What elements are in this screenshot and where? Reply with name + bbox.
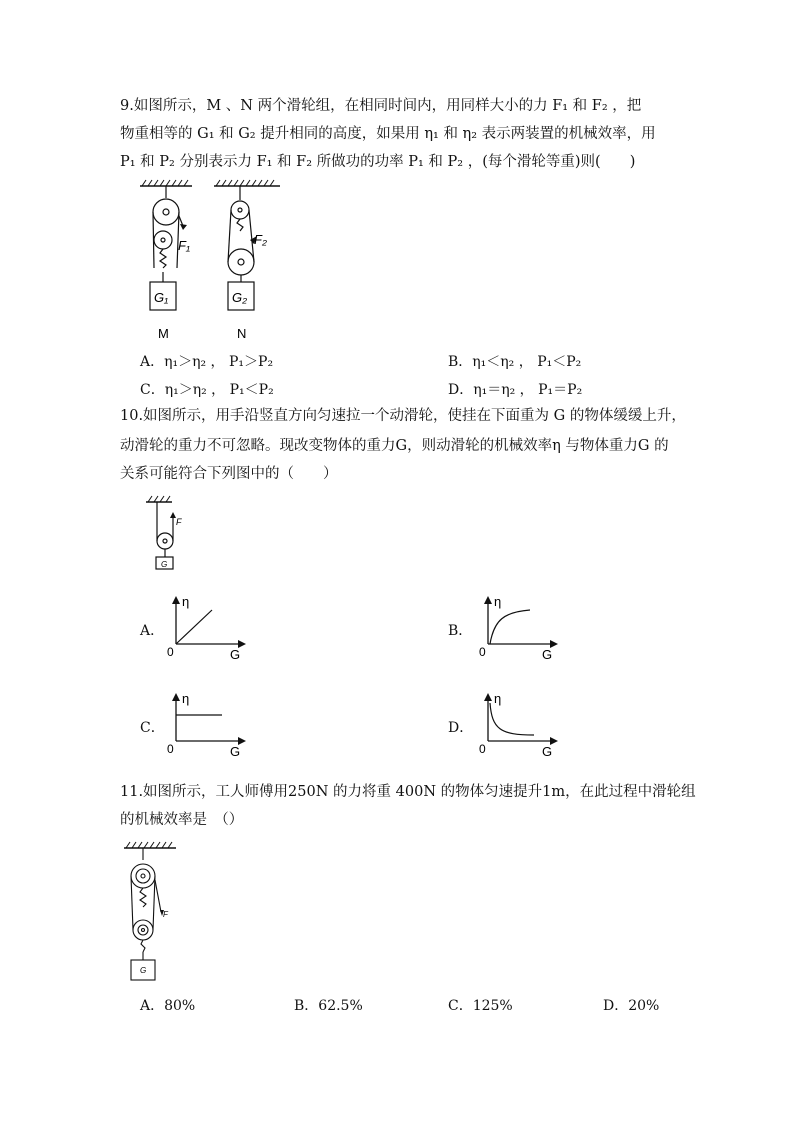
- q11-stem-line-2: 的机械效率是 （）: [120, 812, 244, 828]
- arrow-icon-f1: [180, 224, 187, 230]
- q11-option-b[interactable]: B．62.5%: [294, 998, 363, 1014]
- q10-graph-d[interactable]: [478, 689, 562, 757]
- q9-option-a[interactable]: A．η₁＞η₂ ， P₁＞P₂: [140, 354, 274, 370]
- graph-a-x-label: G: [230, 647, 241, 660]
- y-axis-arrow-icon: [484, 596, 492, 604]
- movable-pulley: [156, 502, 173, 569]
- q11-option-d[interactable]: D．20%: [603, 998, 660, 1014]
- q11-force-label: F: [163, 910, 168, 919]
- q11-option-a[interactable]: A．80%: [140, 998, 196, 1014]
- q10-force-label: F: [176, 517, 182, 527]
- graph-a-curve: [176, 610, 212, 644]
- q10-option-b-label[interactable]: B．: [448, 623, 473, 639]
- q9-right-weight-label: G₂: [232, 290, 248, 305]
- q9-option-d[interactable]: D．η₁＝η₂ ， P₁＝P₂: [448, 382, 583, 398]
- q10-option-d-label[interactable]: D．: [448, 720, 474, 736]
- y-axis-arrow-icon: [172, 596, 180, 604]
- graph-b-y-label: η: [494, 594, 502, 609]
- graph-d-x-label: G: [542, 744, 553, 757]
- graph-d-origin: 0: [479, 742, 486, 756]
- graph-c-x-label: G: [230, 744, 241, 757]
- q10-graph-c[interactable]: [166, 689, 250, 757]
- pulley-system-m: [153, 186, 183, 282]
- q9-stem-line-2: 物重相等的 G₁ 和 G₂ 提升相同的高度，如果用 η₁ 和 η₂ 表示两装置的机械效率，用: [120, 126, 656, 142]
- graph-c-y-label: η: [182, 691, 190, 706]
- y-axis-arrow-icon: [484, 693, 492, 701]
- q9-option-c[interactable]: C．η₁＞η₂ ， P₁＜P₂: [140, 382, 274, 398]
- q10-stem-line-2: 动滑轮的重力不可忽略。现改变物体的重力G，则动滑轮的机械效率η 与物体重力G 的: [120, 438, 669, 454]
- q10-option-c-label[interactable]: C．: [140, 720, 165, 736]
- q10-stem-line-3: 关系可能符合下列图中的（ ）: [120, 466, 338, 482]
- ceiling-hatch-icon-q10: [146, 496, 172, 502]
- q10-weight-label: G: [161, 560, 168, 569]
- q9-left-force-label: F₁: [178, 238, 191, 253]
- graph-a-y-label: η: [182, 594, 190, 609]
- q9-left-name-m: M: [158, 326, 169, 341]
- q9-stem-line-1: 9.如图所示，M 、N 两个滑轮组，在相同时间内，用同样大小的力 F₁ 和 F₂ ，把: [120, 98, 642, 114]
- ceiling-hatch-icon-left: [140, 180, 192, 186]
- q11-weight-label: G: [140, 966, 147, 975]
- graph-d-curve: [490, 703, 534, 735]
- q9-option-b[interactable]: B．η₁＜η₂ ， P₁＜P₂: [448, 354, 582, 370]
- q10-stem-line-1: 10.如图所示，用手沿竖直方向匀速拉一个动滑轮，使挂在下面重为 G 的物体缓缓上升，: [120, 408, 686, 424]
- graph-a-origin: 0: [167, 645, 174, 659]
- pulley-block: [131, 848, 161, 980]
- graph-b-curve: [490, 610, 530, 644]
- ceiling-hatch-icon-right: [214, 180, 280, 186]
- q9-left-weight-label: G₁: [154, 290, 169, 305]
- graph-b-origin: 0: [479, 645, 486, 659]
- q10-graph-b[interactable]: [478, 592, 562, 660]
- q9-stem-line-3: P₁ 和 P₂ 分别表示力 F₁ 和 F₂ 所做功的功率 P₁ 和 P₂ ，(每个滑轮等重)则( ): [120, 154, 636, 170]
- q11-option-c[interactable]: C．125%: [448, 998, 513, 1014]
- graph-c-origin: 0: [167, 742, 174, 756]
- graph-b-x-label: G: [542, 647, 553, 660]
- q9-pulley-figure: [130, 178, 290, 346]
- ceiling-hatch-icon-q11: [124, 842, 176, 848]
- q11-stem-line-1: 11.如图所示，工人师傅用250N 的力将重 400N 的物体匀速提升1m，在此过程中滑轮组: [120, 784, 696, 800]
- q10-option-a-label[interactable]: A．: [140, 623, 165, 639]
- q11-pulley-figure: [120, 838, 190, 986]
- q9-right-force-label: F₂: [254, 232, 267, 247]
- graph-d-y-label: η: [494, 691, 502, 706]
- y-axis-arrow-icon: [172, 693, 180, 701]
- pulley-system-n: [228, 186, 254, 282]
- q10-pulley-figure: [140, 494, 200, 574]
- q9-right-name-n: N: [237, 326, 247, 341]
- q10-graph-a[interactable]: [166, 592, 250, 660]
